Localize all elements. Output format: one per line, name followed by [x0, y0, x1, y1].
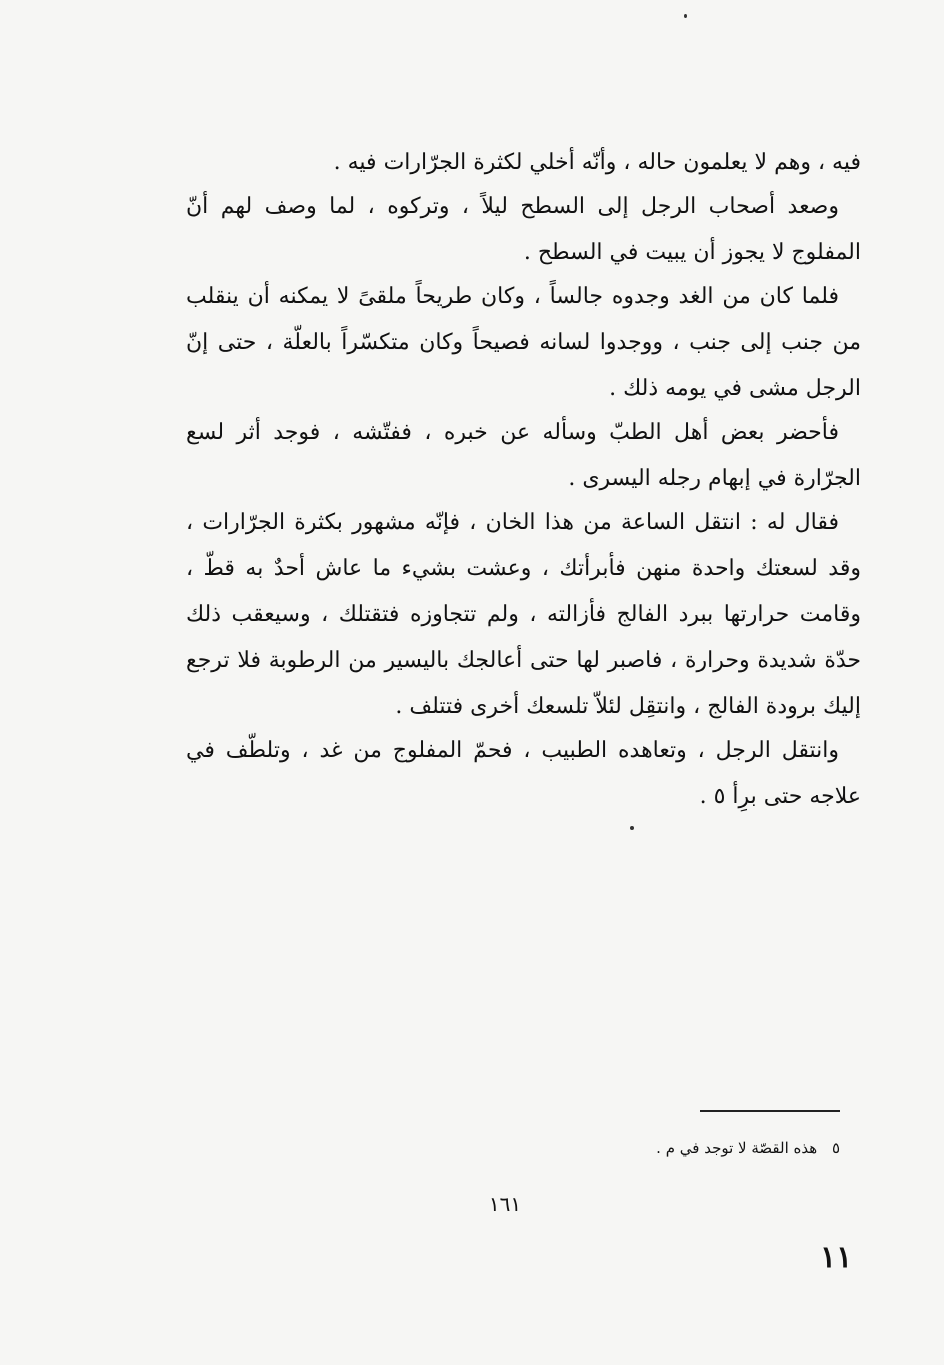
paragraph: فيه ، وهم لا يعلمون حاله ، وأنّه أخلي لكثرة الجرّارات فيه . — [333, 150, 861, 175]
paragraph: وصعد أصحاب الرجل إلى السطح ليلاً ، وتركوه ، لما وصف لهم أنّ المفلوج لا يجوز أن يبيت في السطح . — [186, 194, 861, 265]
footnote-separator — [700, 1110, 840, 1112]
scan-speck — [630, 826, 634, 830]
page-number: ١٦١ — [488, 1192, 522, 1216]
paragraph: فأحضر بعض أهل الطبّ وسأله عن خبره ، ففتّشه ، فوجد أثر لسع الجرّارة في إبهام رجله اليسرى . — [186, 420, 861, 491]
footnote-marker: ٥ — [831, 1139, 840, 1157]
main-text — [186, 140, 861, 820]
paragraph: وانتقل الرجل ، وتعاهده الطبيب ، فحمّ المفلوج من غد ، وتلطّف في علاجه حتى برِأ ٥ . — [186, 738, 861, 809]
paragraph: فقال له : انتقل الساعة من هذا الخان ، فإنّه مشهور بكثرة الجرّارات ، وقد لسعتك واحدة منهن فأبرأتك ، وعشت بشيء ما عاش أحدٌ به قطّ ، وقامت حرارتها ببرد الفالج فأزالته ، ولم تتجاوزه فتقتلك ، وسيعقب ذلك حدّة شديدة وحرارة ، فاصبر لها حتى أعالجك باليسير من الرطوبة فلا ترجع إليك برودة الفالج ، وانتقِل لئلاّ تلسعك أخرى فتتلف . — [186, 510, 861, 719]
footnote-text: هذه القصّة لا توجد في م . — [656, 1139, 818, 1157]
signature-mark: ١١ — [820, 1240, 853, 1275]
paragraph: فلما كان من الغد وجدوه جالساً ، وكان طريحاً ملقىً لا يمكنه أن ينقلب من جنب إلى جنب ، ووجدوا لسانه فصيحاً وكان متكسّراً بالعلّة ، حتى إنّ الرجل مشى في يومه ذلك . — [186, 284, 861, 401]
footnote — [600, 1136, 840, 1160]
scan-speck — [684, 14, 687, 18]
